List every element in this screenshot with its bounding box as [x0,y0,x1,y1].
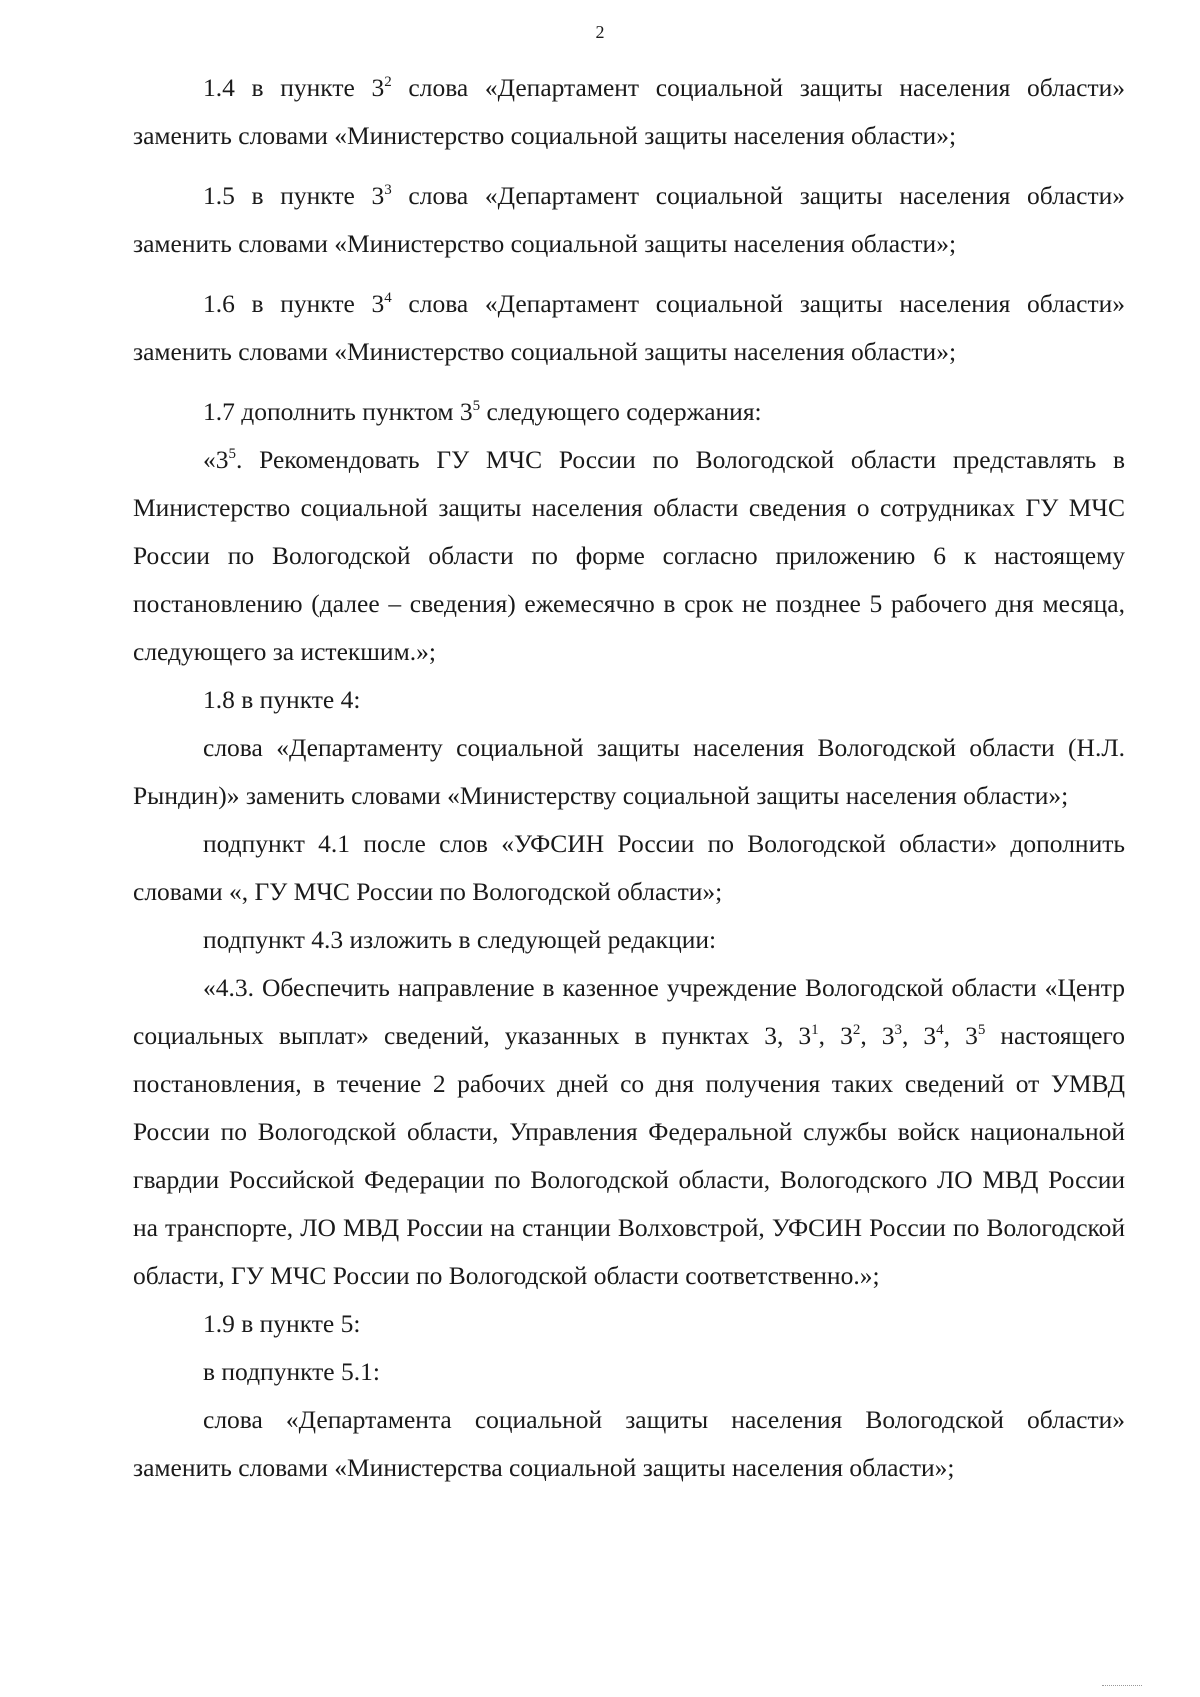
paragraph-5-1-words: слова «Департамента социальной защиты населения Вологодской области» заменить словами «Министерства социальной защиты населения области»; [133,1405,1125,1482]
paragraph-5-1: в подпункте 5.1: [203,1357,380,1386]
paragraph-1-4: 1.4 в пункте $3^2$ слова «Департамент социальной защиты населения области» заменить словами «Министерство социальной защиты населения области»; [133,73,1125,150]
scan-artifact [1102,1685,1142,1689]
paragraph-1-6: 1.6 в пункте $3^4$ слова «Департамент социальной защиты населения области» заменить словами «Министерство социальной защиты населения области»; [133,289,1125,366]
paragraph-1-5: 1.5 в пункте $3^3$ слова «Департамент социальной защиты населения области» заменить словами «Министерство социальной защиты населения области»; [133,181,1125,258]
paragraph-4-3-intro: подпункт 4.3 изложить в следующей редакции: [203,925,717,954]
paragraph-4-1: подпункт 4.1 после слов «УФСИН России по Вологодской области» дополнить словами «, ГУ МЧС России по Вологодской области»; [133,829,1125,906]
paragraph-1-8: 1.8 в пункте 4: [203,685,361,714]
paragraph-1-8-words: слова «Департаменту социальной защиты населения Вологодской области (Н.Л. Рындин)» заменить словами «Министерству социальной защиты населения области»; [133,733,1125,810]
page-number: 2 [595,22,605,42]
paragraph-4-3-text: «4.3. Обеспечить направление в казенное учреждение Вологодской области «Центр социальных выплат» сведений, указанных в пунктах 3, $3^1$, $3^2$, $3^3$, $3^4$, $3^5$ настоящего постановления, в течение 2 рабочих дней со дня получения таких сведений от УМВД России по Вологодской области, Управления Федеральной службы войск национальной гвардии Российской Федерации по Вологодской области, Вологодского ЛО МВД России на транспорте, ЛО МВД России на станции Волховстрой, УФСИН России по Вологодской области, ГУ МЧС России по Вологодской области соответственно.»; [133,973,1125,1290]
paragraph-3-5-text: «$3^5$. Рекомендовать ГУ МЧС России по Вологодской области представлять в Министерство социальной защиты населения области сведения о сотрудниках ГУ МЧС России по Вологодской области по форме согласно приложению 6 к настоящему постановлению (далее – сведения) ежемесячно в срок не позднее 5 рабочего дня месяца, следующего за истекшим.»; [133,445,1125,666]
paragraph-1-9: 1.9 в пункте 5: [203,1309,361,1338]
paragraph-1-7: 1.7 дополнить пунктом $3^5$ следующего содержания: [203,397,762,426]
document-body [133,64,1125,1492]
